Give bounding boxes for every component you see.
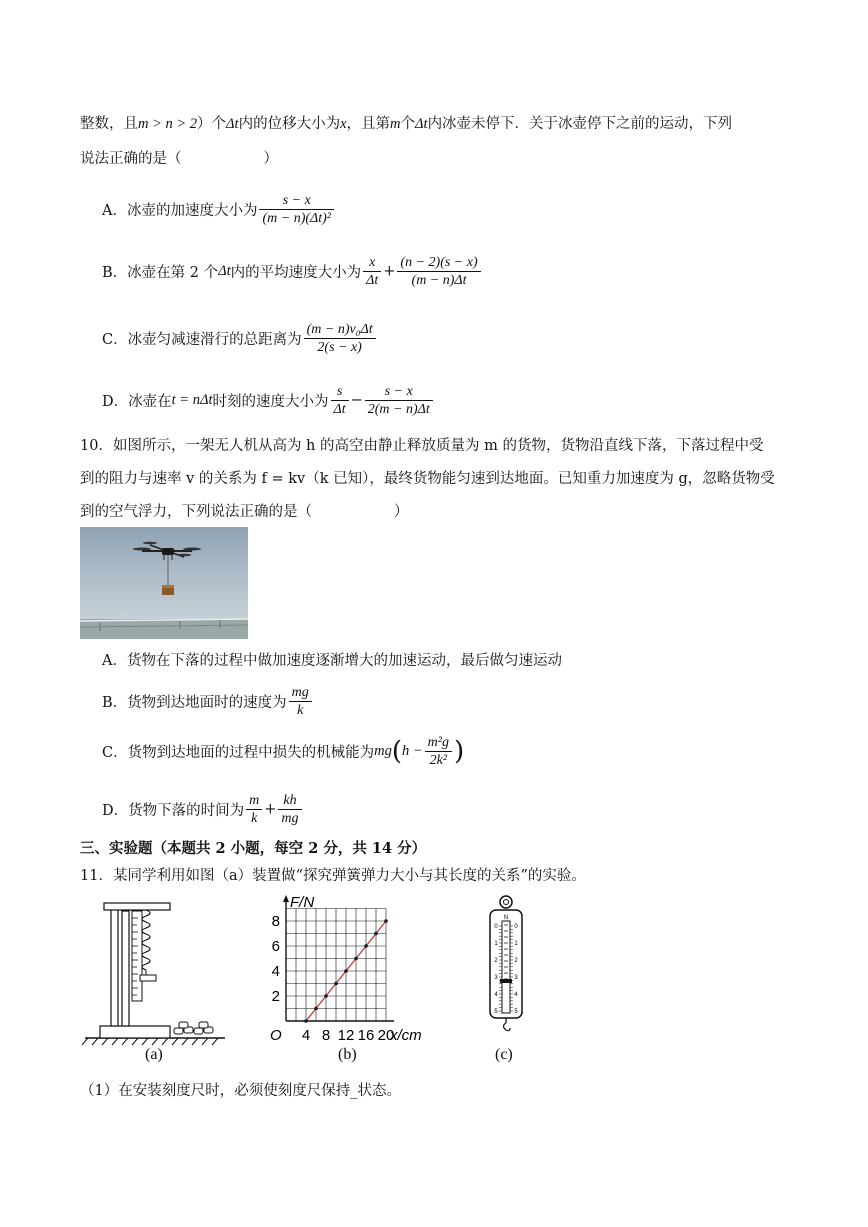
dial-unit-label: N (503, 915, 509, 921)
figure-a-label: (a) (145, 1046, 163, 1063)
chart-axes (283, 895, 394, 1021)
q10-stem-line1: 10．如图所示，一架无人机从高为 h 的高空由静止释放质量为 m 的货物，货物沿直线下落，下落过程中受 (80, 438, 764, 454)
data-point (314, 1007, 318, 1011)
data-point (334, 982, 338, 986)
figure-c-spring-scale (478, 893, 534, 1033)
q10-option-c: C．货物到达地面的过程中损失的机械能为mg(h − $\frac{\text{m²g}}{\text{2k²}}$ ) (102, 735, 465, 768)
q10-stem-line2: 到的阻力与速率 v 的关系为 f = kv（k 已知），最终货物能匀速到达地面。已知重力加速度为 g，忽略货物受 (80, 471, 775, 487)
dial-right-tick-label: 0 (514, 924, 518, 930)
q10-option-a: A．货物在下落的过程中做加速度逐渐增大的加速运动，最后做匀速运动 (102, 653, 562, 669)
data-point (324, 994, 328, 998)
x-tick-label: 4 (301, 1027, 311, 1043)
q9-option-c: C．冰壶匀减速滑行的总距离为 $\frac{\text{(m − n)v₀Δt}}{2(s - x)}$ (102, 321, 378, 356)
data-point (344, 969, 348, 973)
hook-icon (504, 1023, 511, 1031)
figure-a-apparatus (80, 893, 230, 1065)
chart-x-axis-label: x/cm (390, 1027, 422, 1043)
x-tick-label: 12 (337, 1027, 355, 1043)
q9-stem-line2: 说法正确的是（ ） (80, 151, 278, 167)
data-point (364, 944, 368, 948)
q10-stem-line3: 到的空气浮力，下列说法正确的是（ ） (80, 504, 409, 520)
figure-c-label: (c) (495, 1046, 513, 1063)
dial-right-tick-label: 5 (514, 1009, 518, 1015)
chart-grid (286, 909, 386, 1022)
dial-left-tick-label: 0 (494, 924, 498, 930)
figure-b-chart (262, 893, 447, 1043)
chart-y-axis-label: F/N (290, 894, 315, 911)
dial-left-tick-label: 4 (494, 992, 498, 998)
q10-option-d: D．货物下落的时间为 $\frac{m}{k}$ + $\frac{kh}{mg}$ (102, 792, 304, 827)
data-point (374, 932, 378, 936)
x-tick-label: 16 (357, 1027, 375, 1043)
dial-right-tick-label: 2 (514, 958, 518, 964)
x-tick-label: 20 (377, 1027, 395, 1043)
q9-option-d: D．冰壶在t = nΔt时刻的速度大小为 $\frac{s}{\Delta t}$ − $\frac{s - x}{2(m - n)\Delta t}$ (102, 383, 435, 418)
figure-b-label: (b) (338, 1046, 357, 1063)
y-axis-arrow-icon (283, 895, 289, 902)
dial-right-tick-label: 3 (514, 975, 518, 981)
y-tick-label: 8 (271, 913, 280, 930)
q11-stem-line1: 11．某同学利用如图（a）装置做“探究弹簧弹力大小与其长度的关系”的实验。 (80, 868, 586, 884)
y-tick-label: 6 (271, 938, 280, 955)
data-point (354, 957, 358, 961)
q9-option-a: A．冰壶的加速度大小为 $\frac{s - x}{\text{(m − n)(Δt)²}}$ (102, 192, 336, 227)
dial-left-tick-label: 3 (494, 975, 498, 981)
q9-stem-line1: 整数，且m > n > 2）个Δt内的位移大小为x，且第m个Δt内冰壶未停下．关于冰壶停下之前的运动，下列 (80, 116, 733, 132)
dial-right-tick-label: 4 (514, 992, 518, 998)
data-point (304, 1019, 308, 1023)
dial-left-tick-label: 1 (494, 941, 498, 947)
y-tick-label: 2 (271, 988, 280, 1005)
section-title: 三、实验题（本题共 2 小题，每空 2 分，共 14 分） (80, 840, 427, 857)
dial-left-tick-label: 2 (494, 958, 498, 964)
drone-photo (80, 527, 248, 639)
dial-right-tick-label: 1 (514, 941, 518, 947)
dial-left-tick-label: 5 (494, 1009, 498, 1015)
chart-origin-label: O (270, 1027, 282, 1043)
q9-option-b: B．冰壶在第 2 个Δt内的平均速度大小为 $\frac{x}{\Delta t}$ + $\frac{(n - 2)(s - x)}{(m - n)\Delta t}$ (102, 254, 483, 289)
data-point (384, 919, 388, 923)
q11-subquestion-1: （1）在安装刻度尺时，必须使刻度尺保持_状态。 (80, 1083, 401, 1099)
y-tick-label: 4 (271, 963, 280, 980)
q10-option-b: B．货物到达地面时的速度为 $\frac{mg}{k}$ (102, 684, 314, 719)
x-tick-label: 8 (321, 1027, 331, 1043)
